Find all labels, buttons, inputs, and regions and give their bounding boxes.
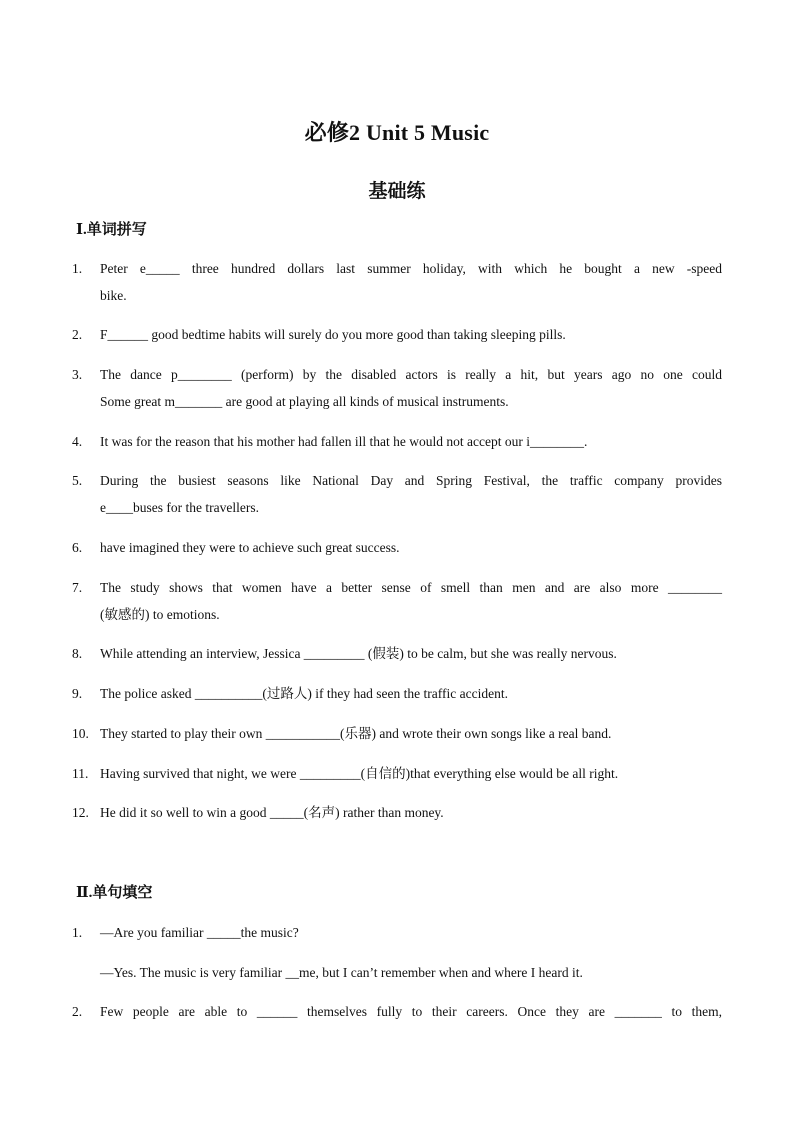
page-title: 必修2 Unit 5 Music: [304, 120, 490, 145]
question-item: [72, 799, 722, 826]
question-item: [72, 574, 722, 628]
page-subtitle: 基础练: [368, 181, 426, 202]
question-text: The dance p________ (perform) by the disabled actors is really a hit, but years ago no one could: [100, 367, 722, 382]
question-text-continued: (敏感的) to emotions.: [100, 607, 220, 622]
question-item: [72, 534, 722, 561]
question-text: —Are you familiar _____the music?: [100, 925, 299, 940]
question-text: Few people are able to ______ themselves fully to their careers. Once they are _______ to them,: [100, 1004, 722, 1019]
question-item: [72, 321, 722, 348]
question-text-continued: e____buses for the travellers.: [100, 500, 259, 515]
question-item: [72, 640, 722, 667]
question-number: 6.: [72, 540, 83, 555]
question-text: Having survived that night, we were _________(自信的)that everything else would be all right.: [100, 766, 619, 781]
question-text-continued: Some great m_______ are good at playing all kinds of musical instruments.: [100, 394, 509, 409]
question-number: 8.: [72, 646, 83, 661]
section-heading-fill-in: Ⅱ.单句填空: [76, 885, 153, 901]
question-text: The study shows that women have a better sense of smell than men and are also more ________: [100, 580, 722, 595]
question-text-continued: —Yes. The music is very familiar __me, but I can’t remember when and where I heard it.: [100, 965, 583, 980]
question-number: 10.: [72, 726, 89, 741]
question-number: 11.: [72, 766, 89, 781]
question-number: 3.: [72, 367, 83, 382]
question-text: While attending an interview, Jessica _________ (假装) to be calm, but she was really nervous.: [100, 646, 617, 661]
question-number: 9.: [72, 686, 83, 701]
question-text: Peter e_____ three hundred dollars last summer holiday, with which he bought a new -speed: [100, 261, 722, 276]
question-item: [72, 680, 722, 707]
question-item: [72, 428, 722, 455]
question-number: 1.: [72, 925, 83, 940]
question-number: 5.: [72, 473, 83, 488]
question-text: They started to play their own ___________(乐器) and wrote their own songs like a real band.: [100, 726, 612, 741]
question-text: The police asked __________(过路人) if they had seen the traffic accident.: [100, 686, 508, 701]
question-number: 7.: [72, 580, 83, 595]
question-item-reply: [72, 959, 722, 986]
question-text: have imagined they were to achieve such great success.: [100, 540, 400, 555]
question-item: [72, 919, 722, 946]
question-number: 2.: [72, 1004, 83, 1019]
question-item: [72, 998, 722, 1025]
question-item: [72, 720, 722, 747]
question-item: [72, 760, 722, 787]
question-item: [72, 361, 722, 415]
question-text: F______ good bedtime habits will surely do you more good than taking sleeping pills.: [100, 327, 566, 342]
question-number: 12.: [72, 805, 89, 820]
question-text: During the busiest seasons like National Day and Spring Festival, the traffic company provides: [100, 473, 722, 488]
question-text: It was for the reason that his mother had fallen ill that he would not accept our i________.: [100, 434, 588, 449]
question-number: 1.: [72, 261, 83, 276]
question-number: 4.: [72, 434, 83, 449]
question-item: [72, 255, 722, 309]
question-text-continued: bike.: [100, 288, 127, 303]
question-text: He did it so well to win a good _____(名声) rather than money.: [100, 805, 444, 820]
question-item: [72, 467, 722, 521]
section-heading-spelling: Ⅰ.单词拼写: [76, 222, 147, 238]
question-number: 2.: [72, 327, 83, 342]
